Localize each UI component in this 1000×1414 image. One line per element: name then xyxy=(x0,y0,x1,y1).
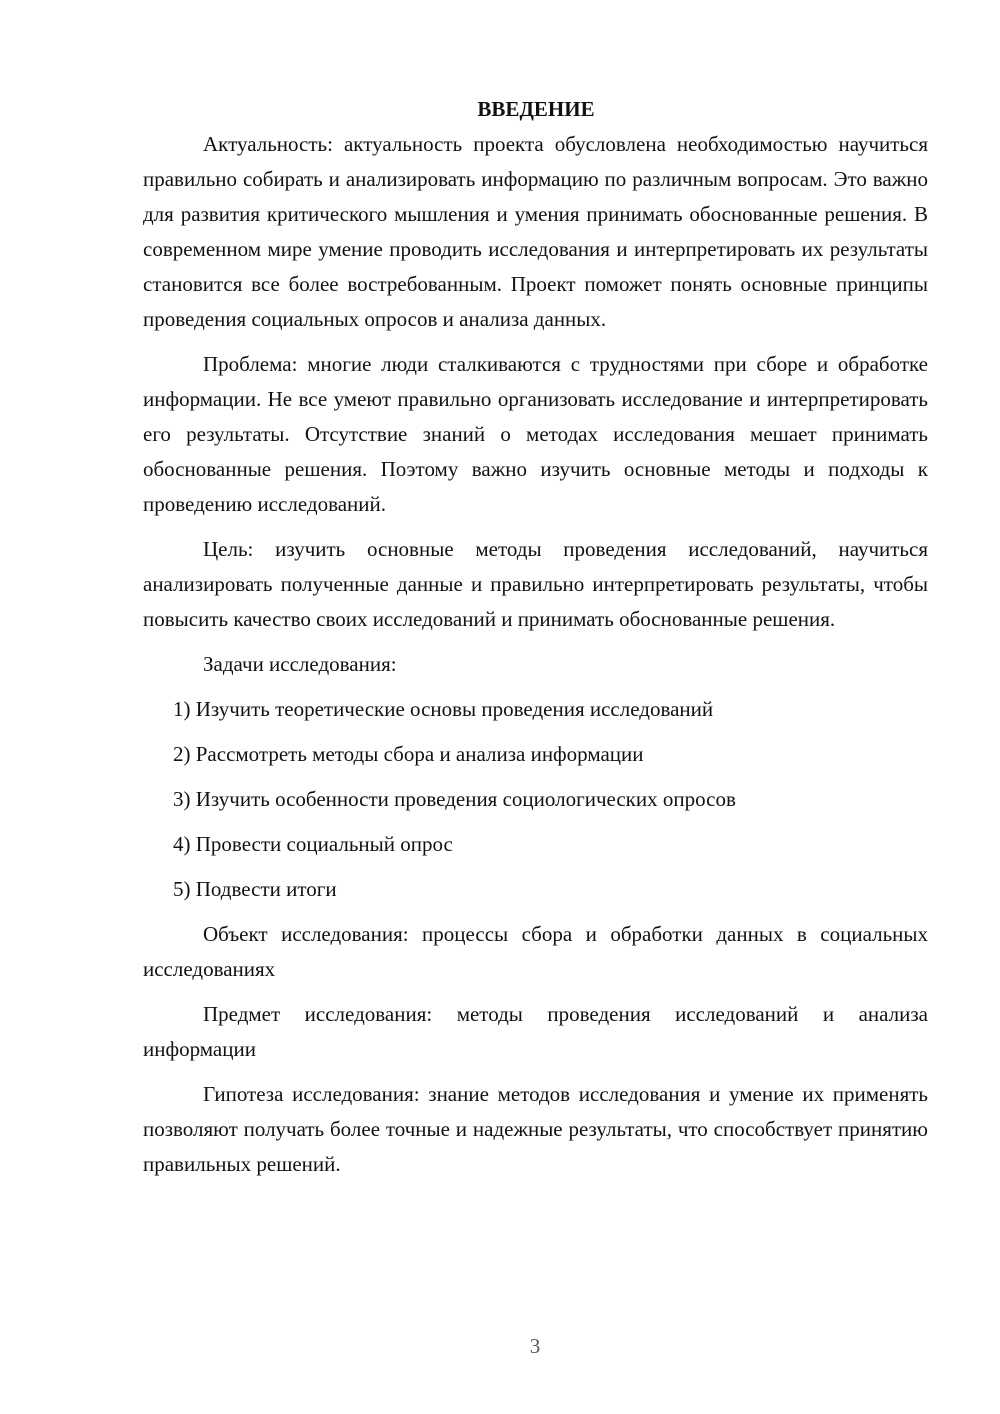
page-number: 3 xyxy=(529,1334,541,1358)
task-item: 2) Рассмотреть методы сбора и анализа информации xyxy=(173,742,644,766)
tasks-heading: Задачи исследования: xyxy=(203,652,397,676)
page-content xyxy=(143,92,928,1192)
task-item: 5) Подвести итоги xyxy=(173,877,337,901)
paragraph-goal: Цель: изучить основные методы проведения исследований, научиться анализировать полученные данные и правильно интерпретировать результаты, чтобы повысить качество своих исследований и принимать обоснованные решения. xyxy=(143,537,928,631)
page-title: ВВЕДЕНИЕ xyxy=(477,97,595,121)
paragraph-hypothesis: Гипотеза исследования: знание методов исследования и умение их применять позволяют получать более точные и надежные результаты, что способствует принятию правильных решений. xyxy=(143,1082,928,1176)
paragraph-subject: Предмет исследования: методы проведения исследований и анализа информации xyxy=(143,1002,928,1061)
task-list xyxy=(143,692,928,907)
paragraph-object: Объект исследования: процессы сбора и обработки данных в социальных исследованиях xyxy=(143,922,928,981)
paragraph-relevance: Актуальность: актуальность проекта обусловлена необходимостью научиться правильно собирать и анализировать информацию по различным вопросам. Это важно для развития критического мышления и умения принимать обоснованные решения. В современном мире умение проводить исследования и интерпретировать их результаты становится все более востребованным. Проект поможет понять основные принципы проведения социальных опросов и анализа данных. xyxy=(143,132,928,331)
task-item: 3) Изучить особенности проведения социологических опросов xyxy=(173,787,736,811)
task-item: 1) Изучить теоретические основы проведения исследований xyxy=(173,697,714,721)
task-item: 4) Провести социальный опрос xyxy=(173,832,453,856)
paragraph-problem: Проблема: многие люди сталкиваются с трудностями при сборе и обработке информации. Не все умеют правильно организовать исследование и интерпретировать его результаты. Отсутствие знаний о методах исследования мешает принимать обоснованные решения. Поэтому важно изучить основные методы и подходы к проведению исследований. xyxy=(143,352,928,516)
